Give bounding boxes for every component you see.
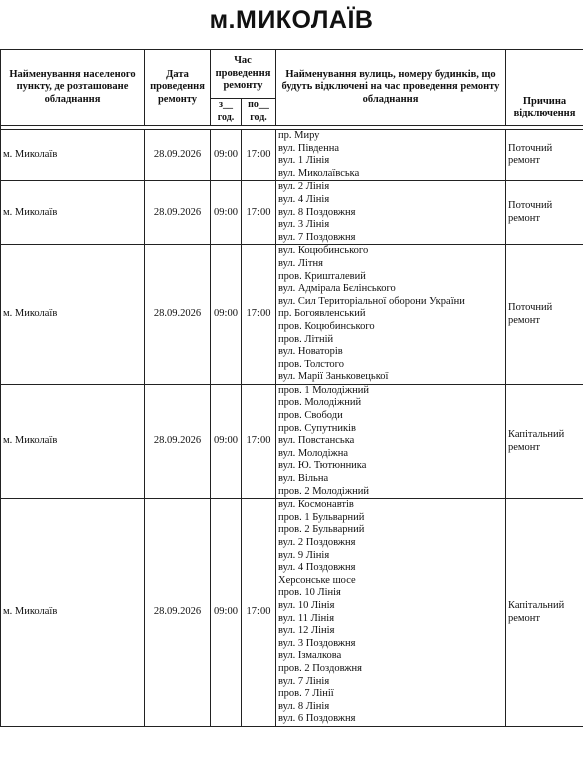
header-from: з__ год. [211,99,242,126]
street-item: пров. Свободи [278,410,343,422]
outage-schedule-table [0,49,583,727]
reason-label: Капітальний ремонт [508,428,565,453]
street-item: пров. Коцюбинського [278,320,375,332]
street-item: пров. 2 Бульварний [278,524,365,536]
header-row [1,50,583,99]
header-time: Час проведення ремонту [211,50,276,99]
streets-cell [276,499,506,727]
table-row [1,384,583,498]
street-item: вул. Південна [278,142,339,154]
table-row [1,499,583,727]
street-item: вул. Коцюбинського [278,245,369,257]
time-to-cell: 17:00 [242,130,276,181]
street-item: вул. 2 Лінія [278,181,330,193]
street-item: пр. Миру [278,130,320,141]
time-from-cell: 09:00 [211,181,242,245]
street-item: вул. Молодіжна [278,447,349,459]
street-item: вул. 9 Лінія [278,549,330,561]
date-cell: 28.09.2026 [145,384,211,498]
header-reason: Причина відключення [506,50,583,126]
street-item: вул. Миколаївська [278,167,360,179]
street-item: вул. Ю. Тютюнника [278,460,367,472]
time-to-cell: 17:00 [242,245,276,385]
street-item: пров. Молодіжний [278,397,362,409]
street-item: вул. 8 Лінія [278,700,330,712]
street-item: вул. Вільна [278,473,329,485]
location-cell: м. Миколаїв [1,499,145,727]
reason-cell [506,130,583,181]
street-item: вул. Космонавтів [278,499,354,511]
street-item: вул. Повстанська [278,435,355,447]
street-item: вул. 10 Лінія [278,599,335,611]
street-item: вул. Адмірала Бєлінського [278,283,396,295]
street-item: вул. 6 Поздовжня [278,713,356,725]
street-item: вул. 4 Поздовжня [278,562,356,574]
time-from-cell: 09:00 [211,245,242,385]
header-streets: Найменування вулиць, номеру будинків, що будуть відключені на час проведення ремонту обладнання [276,50,506,126]
street-item: пров. 10 Лінія [278,587,341,599]
street-item: вул. Сил Територіальної оборони України [278,295,465,307]
street-item: вул. 1 Лінія [278,155,330,167]
header-date: Дата проведення ремонту [145,50,211,126]
location-cell: м. Миколаїв [1,181,145,245]
date-cell: 28.09.2026 [145,245,211,385]
streets-cell [276,384,506,498]
reason-label: Поточний ремонт [508,200,553,224]
reason-label: Поточний ремонт [508,142,553,167]
table-body [1,130,583,727]
table-row [1,130,583,181]
header-to: по__ год. [242,99,276,126]
time-to-cell: 17:00 [242,384,276,498]
street-item: вул. Новаторів [278,346,343,358]
reason-label: Поточний ремонт [508,302,553,326]
streets-cell [276,130,506,181]
reason-cell [506,384,583,498]
street-item: пров. Толстого [278,358,344,370]
date-cell: 28.09.2026 [145,130,211,181]
street-item: пров. 2 Молодіжний [278,485,369,497]
location-cell: м. Миколаїв [1,245,145,385]
table-row [1,245,583,385]
street-item: пров. 1 Молодіжний [278,384,369,396]
page-title: м.МИКОЛАЇВ [209,6,374,34]
street-item: пров. Літній [278,333,334,345]
street-item: пров. 1 Бульварний [278,511,365,523]
time-to-cell: 17:00 [242,181,276,245]
street-item: Херсонське шосе [278,574,356,586]
reason-cell [506,245,583,385]
streets-cell [276,245,506,385]
header-location: Найменування населеного пункту, де розташоване обладнання [1,50,145,126]
street-item: пров. Супутників [278,422,356,434]
street-item: пров. 7 Лінії [278,688,334,700]
street-item: вул. 4 Лінія [278,193,330,205]
street-item: вул. Марії Заньковецької [278,371,389,383]
time-from-cell: 09:00 [211,130,242,181]
reason-label: Капітальний ремонт [508,599,565,624]
street-item: вул. 12 Лінія [278,625,335,637]
street-item: вул. 3 Поздовжня [278,637,356,649]
reason-cell [506,499,583,727]
date-cell: 28.09.2026 [145,499,211,727]
location-cell: м. Миколаїв [1,130,145,181]
time-from-cell: 09:00 [211,499,242,727]
street-item: вул. 3 Лінія [278,219,330,231]
street-item: вул. 11 Лінія [278,612,335,624]
street-item: вул. Літня [278,257,323,269]
reason-cell [506,181,583,245]
time-from-cell: 09:00 [211,384,242,498]
streets-cell [276,181,506,245]
street-item: пров. Кришталевий [278,270,366,282]
street-item: вул. 2 Поздовжня [278,537,356,548]
location-cell: м. Миколаїв [1,384,145,498]
street-item: пров. 2 Поздовжня [278,662,362,674]
street-item: пр. Богоявленський [278,308,366,320]
date-cell: 28.09.2026 [145,181,211,245]
street-item: вул. Ізмалкова [278,650,342,662]
street-item: вул. 7 Поздовжня [278,231,356,243]
table-row [1,181,583,245]
street-item: вул. 7 Лінія [278,675,330,687]
time-to-cell: 17:00 [242,499,276,727]
street-item: вул. 8 Поздовжня [278,206,356,218]
